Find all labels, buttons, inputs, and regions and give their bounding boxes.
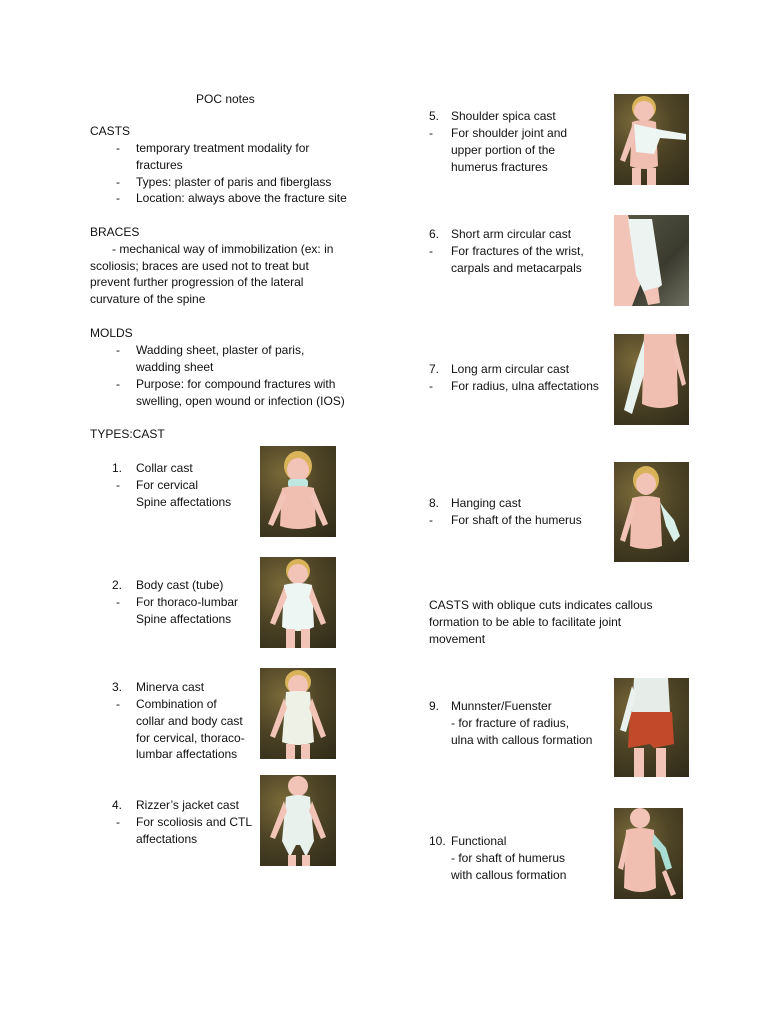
cast-desc: ulna with callous formation [451, 733, 593, 747]
molds-item: wadding sheet [136, 360, 214, 374]
molds-heading: MOLDS [90, 326, 133, 340]
casts-item: fractures [136, 158, 183, 172]
braces-line: - mechanical way of immobilization (ex: in [112, 242, 334, 256]
bullet-dash: - [429, 126, 433, 140]
minerva-cast-photo [260, 668, 336, 759]
oblique-note-line: CASTS with oblique cuts indicates callous [429, 598, 653, 612]
cast-title: Long arm circular cast [451, 362, 570, 376]
functional-cast-photo [614, 808, 683, 899]
bullet-dash: - [116, 175, 120, 189]
bullet-dash: - [429, 379, 433, 393]
cast-desc: Combination of [136, 697, 217, 711]
cast-title: Munnster/Fuenster [451, 699, 552, 713]
cast-number: 2. [112, 578, 123, 592]
bullet-dash: - [116, 191, 120, 205]
cast-desc: - for fracture of radius, [451, 716, 570, 730]
bullet-dash: - [116, 815, 120, 829]
cast-number: 10. [429, 834, 446, 848]
braces-line: prevent further progression of the lateral [90, 275, 304, 289]
cast-number: 5. [429, 109, 440, 123]
cast-desc: Spine affectations [136, 612, 232, 626]
molds-item: Purpose: for compound fractures with [136, 377, 336, 391]
oblique-note-line: formation to be able to facilitate joint [429, 615, 622, 629]
cast-desc: carpals and metacarpals [451, 261, 582, 275]
body-cast-photo [260, 557, 336, 648]
casts-item: temporary treatment modality for [136, 141, 310, 155]
cast-number: 8. [429, 496, 440, 510]
braces-heading: BRACES [90, 225, 140, 239]
bullet-dash: - [429, 244, 433, 258]
cast-desc: For cervical [136, 478, 199, 492]
molds-item: swelling, open wound or infection (IOS) [136, 394, 345, 408]
casts-item: Types: plaster of paris and fiberglass [136, 175, 332, 189]
cast-title: Collar cast [136, 461, 193, 475]
bullet-dash: - [429, 513, 433, 527]
cast-title: Hanging cast [451, 496, 522, 510]
short-arm-cast-photo [614, 215, 689, 306]
cast-title: Minerva cast [136, 680, 205, 694]
cast-title: Short arm circular cast [451, 227, 572, 241]
bullet-dash: - [116, 595, 120, 609]
cast-number: 9. [429, 699, 440, 713]
bullet-dash: - [116, 343, 120, 357]
cast-number: 3. [112, 680, 123, 694]
cast-desc: collar and body cast [136, 714, 243, 728]
cast-desc: For scoliosis and CTL [136, 815, 253, 829]
cast-title: Shoulder spica cast [451, 109, 556, 123]
munnster-cast-photo [614, 678, 689, 777]
braces-line: scoliosis; braces are used not to treat but [90, 259, 309, 273]
rizzers-jacket-cast-photo [260, 775, 336, 866]
braces-line: curvature of the spine [90, 292, 206, 306]
cast-desc: For shaft of the humerus [451, 513, 582, 527]
hanging-cast-photo [614, 462, 689, 562]
long-arm-cast-photo [614, 334, 689, 425]
bullet-dash: - [116, 478, 120, 492]
cast-title: Rizzer’s jacket cast [136, 798, 239, 812]
cast-desc: - for shaft of humerus [451, 851, 566, 865]
cast-title: Body cast (tube) [136, 578, 224, 592]
cast-desc: lumbar affectations [136, 747, 238, 761]
cast-desc: For shoulder joint and [451, 126, 568, 140]
cast-desc: For radius, ulna affectations [451, 379, 599, 393]
shoulder-spica-cast-photo [614, 94, 689, 185]
cast-number: 1. [112, 461, 123, 475]
casts-item: Location: always above the fracture site [136, 191, 347, 205]
cast-number: 4. [112, 798, 123, 812]
oblique-note-line: movement [429, 632, 486, 646]
cast-number: 6. [429, 227, 440, 241]
cast-title: Functional [451, 834, 507, 848]
bullet-dash: - [116, 377, 120, 391]
casts-heading: CASTS [90, 124, 131, 138]
cast-desc: For thoraco-lumbar [136, 595, 239, 609]
cast-desc: upper portion of the [451, 143, 556, 157]
cast-desc: For fractures of the wrist, [451, 244, 584, 258]
types-heading: TYPES:CAST [90, 427, 165, 441]
cast-desc: Spine affectations [136, 495, 232, 509]
cast-number: 7. [429, 362, 440, 376]
cast-desc: with callous formation [451, 868, 567, 882]
collar-cast-photo [260, 446, 336, 537]
bullet-dash: - [116, 697, 120, 711]
cast-desc: humerus fractures [451, 160, 548, 174]
cast-desc: affectations [136, 832, 198, 846]
cast-desc: for cervical, thoraco- [136, 731, 245, 745]
page-title: POC notes [196, 92, 255, 106]
bullet-dash: - [116, 141, 120, 155]
molds-item: Wadding sheet, plaster of paris, [136, 343, 305, 357]
